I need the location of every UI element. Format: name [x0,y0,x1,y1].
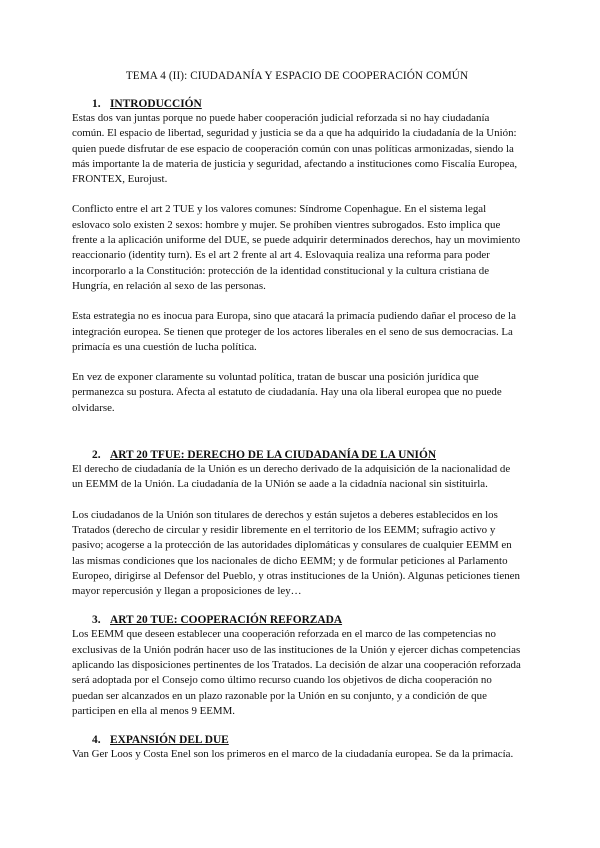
paragraph: Conflicto entre el art 2 TUE y los valores comunes: Síndrome Copenhague. En el sistema legal eslovaco solo existen 2 sexos: hombre y mujer. Se prohíben vientres subrogados. Esto implica que frente a la aplicación uniforme del DUE, se puede adquirir determinados derechos, hay un movimiento reaccionario (identity turn). Es el art 2 frente al art 4. Eslovaquia realiza una reforma para poder incorporarlo a la Constitución: protección de la identidad constitucional y la cultura cristiana de Hungría, en relación al sexo de las personas. [72,203,521,292]
paragraph: Estas dos van juntas porque no puede haber cooperación judicial reforzada si no hay ciudadanía común. El espacio de libertad, seguridad y justicia se da a que ha adquirido la ciudadanía de la Unión: quien puede disfrutar de ese espacio de cooperación común con unas políticas armonizadas, siendo la más importante la de materia de justicia y seguridad, afectando a instituciones como Fiscalía Europea, FRONTEX, Eurojust. [72,112,518,186]
paragraph: Los EEMM que deseen establecer una cooperación reforzada en el marco de las competencias no exclusivas de la Unión podrán hacer uso de las instituciones de la Unión y ejercer dichas competencias aplicando las disposiciones pertinentes de los Tratados. La decisión de alzar una cooperación reforzada será adoptada por el Consejo como último recurso cuando los objetivos de dicha cooperación no puedan ser alcanzados en un plazo razonable por la Unión en su conjunto, y a condición de que participen en ella al menos 9 EEMM. [72,628,521,717]
section-heading-expansion-due [92,734,522,746]
page-title: TEMA 4 (II): CIUDADANÍA Y ESPACIO DE COOPERACIÓN COMÚN [125,70,469,82]
section-spacer [72,431,522,449]
paragraph: En vez de exponer claramente su voluntad política, tratan de buscar una posición jurídica que permanezca su postura. Afecta al estatuto de ciudadanía. Hay una ola liberal europea que no puede olvidarse. [72,371,502,414]
paragraph: Los ciudadanos de la Unión son titulares de derechos y están sujetos a deberes establecidos en los Tratados (derecho de circular y residir libremente en el territorio de los EEMM; sufragio activo y pasivo; acogerse a la protección de las autoridades diplomáticas y consulares de cualquier EEMM en las mismas condiciones que los nacionales de dicho EEMM; y de formular peticiones al Parlamento Europeo, dirigirse al Defensor del Pueblo, y otras instituciones de la Unión). Algunas peticiones tienen mayor repercusión y llegan a proposiciones de ley… [72,508,520,598]
section-heading-art20-tfue [92,449,522,461]
section-number: 4. [92,734,101,747]
section-number: 2. [92,449,101,462]
section-number: 3. [92,614,101,627]
section-number: 1. [92,98,101,110]
section-title: INTRODUCCIÓN [110,98,202,110]
section-title: ART 20 TUE: COOPERACIÓN REFORZADA [110,614,343,627]
paragraph: Van Ger Loos y Costa Enel son los primeros en el marco de la ciudadanía europea. Se da la primacía. [72,748,514,761]
section-title: EXPANSIÓN DEL DUE [110,734,229,747]
section-title: ART 20 TFUE: DERECHO DE LA CIUDADANÍA DE LA UNIÓN [110,449,437,462]
section-heading-introduccion [92,98,522,110]
section-heading-cooperacion-reforzada [92,614,522,626]
paragraph: El derecho de ciudadanía de la Unión es un derecho derivado de la adquisición de la nacionalidad de un EEMM de la Unión. La ciudadanía de la UNión se aade a la cidadnía nacional sin sistituirla. [72,463,511,491]
paragraph: Esta estrategia no es inocua para Europa, sino que atacará la primacía pudiendo dañar el proceso de la integración europea. Se tienen que proteger de los actores liberales en el seno de sus democracias. La primacía es una cuestión de lucha política. [72,310,516,353]
